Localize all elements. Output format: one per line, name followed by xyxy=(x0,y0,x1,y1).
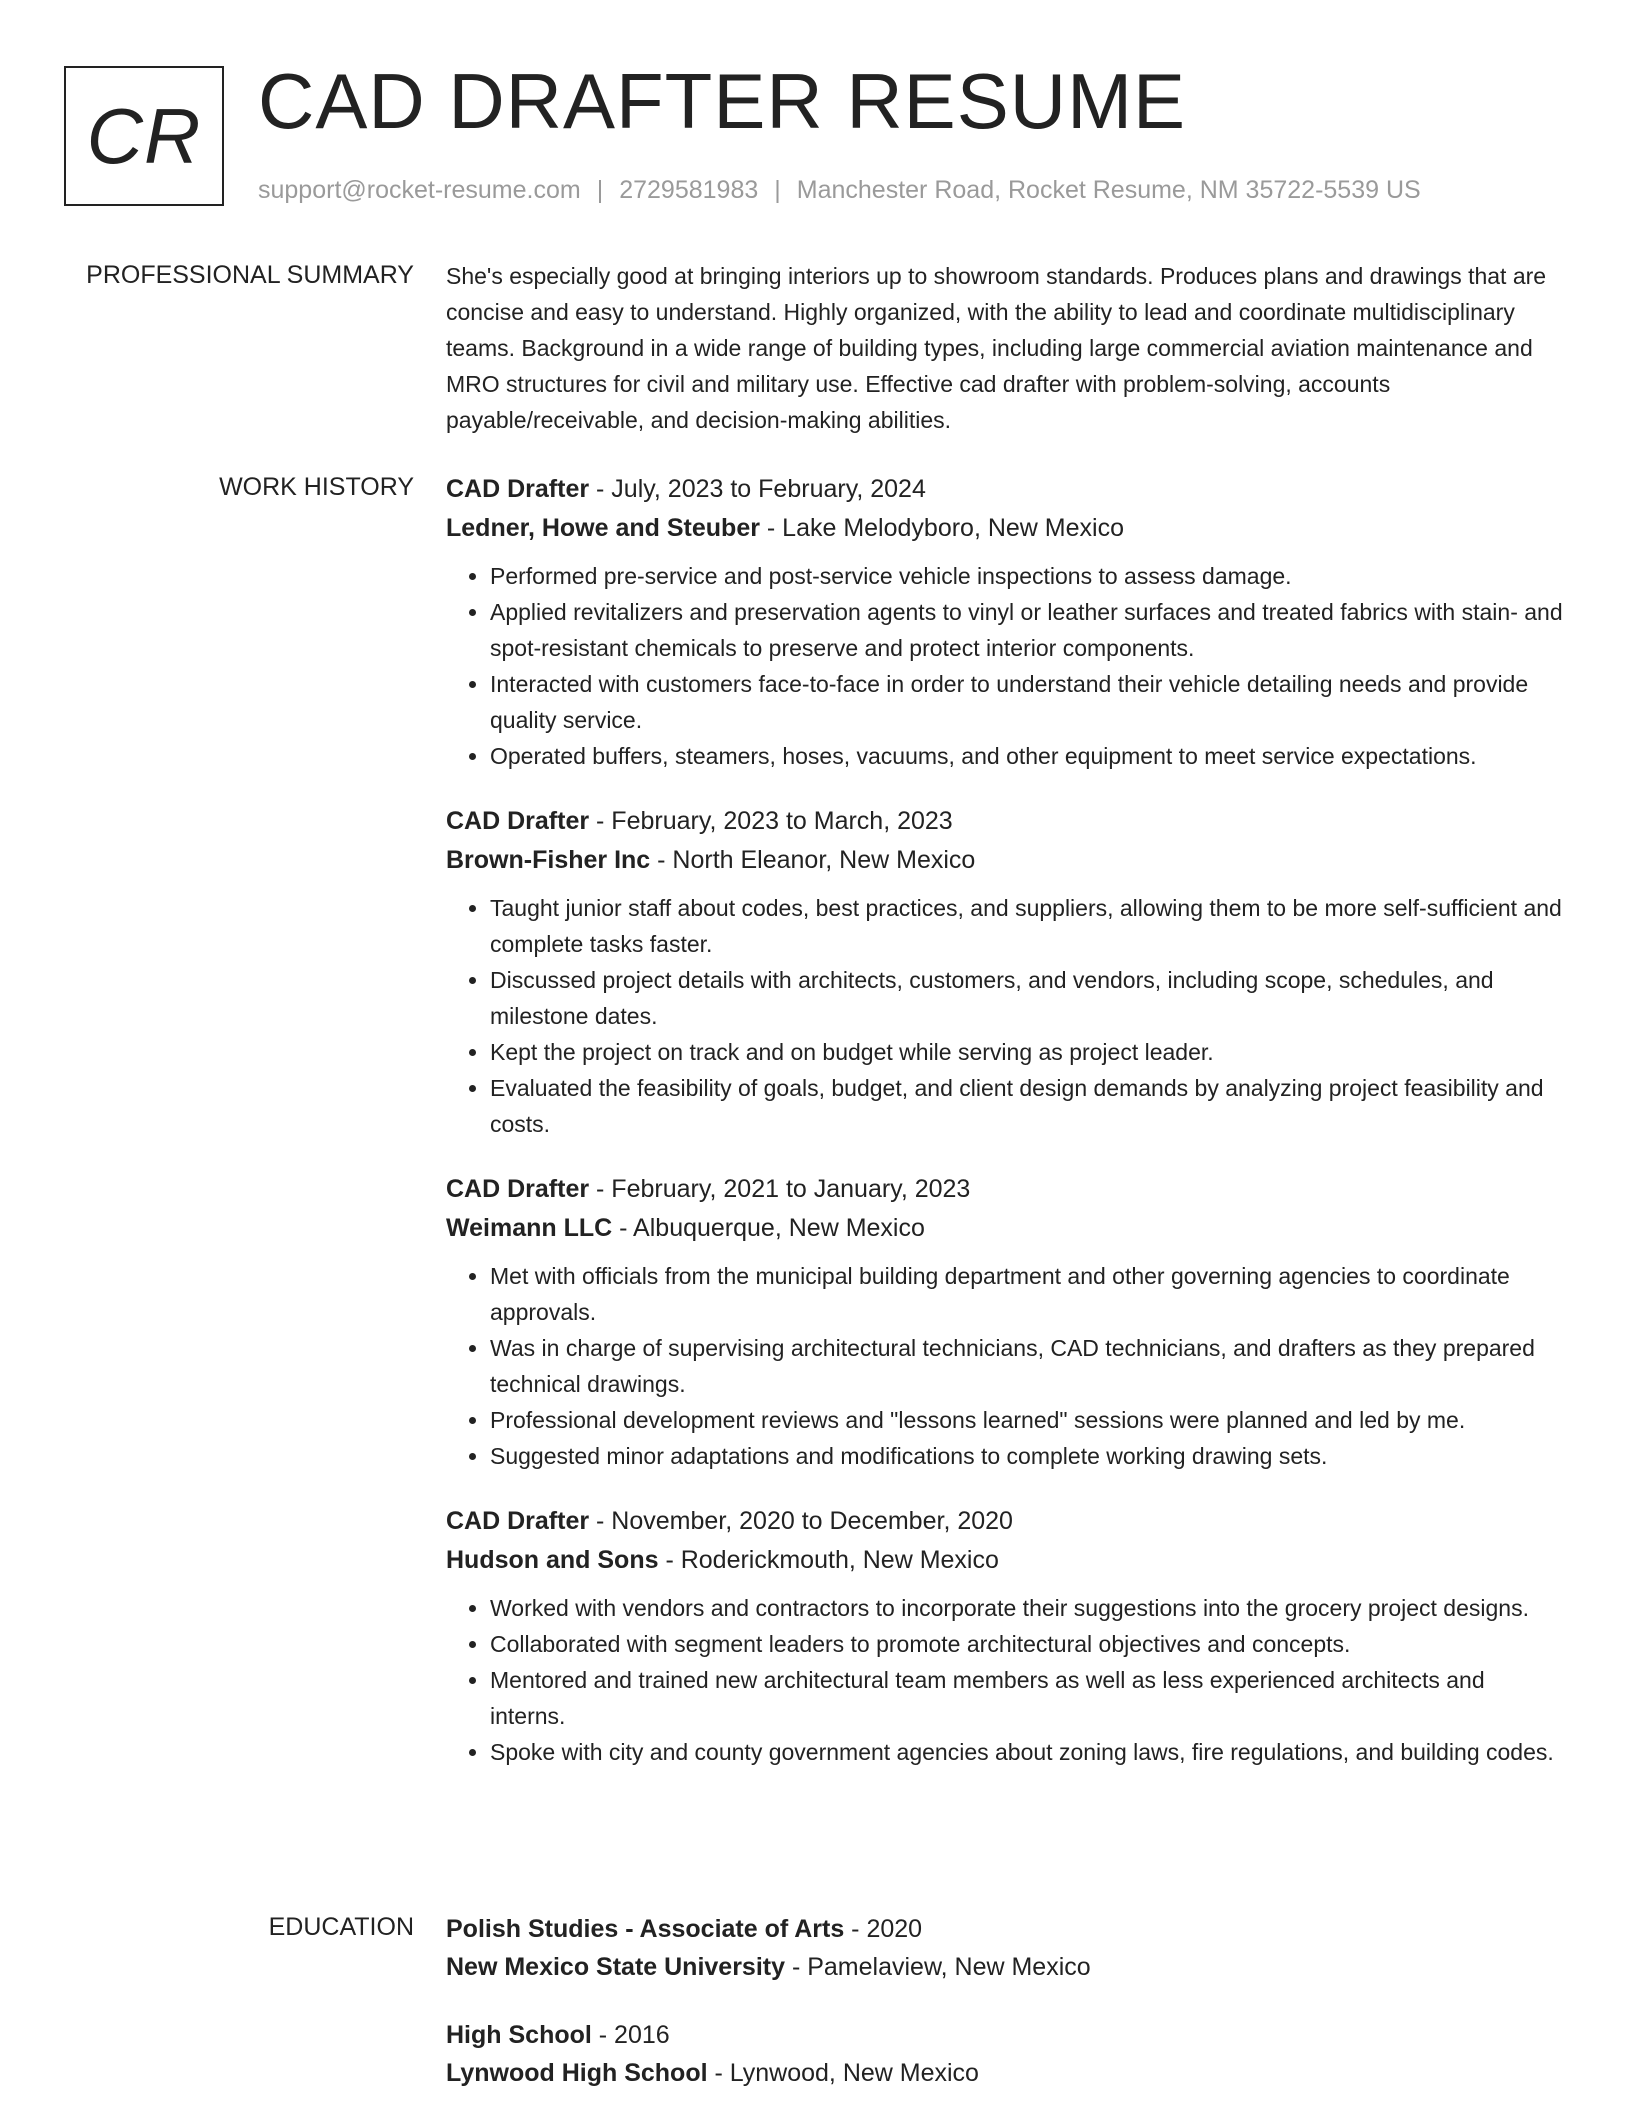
job-entry xyxy=(446,1170,1566,1474)
job-location: - Roderickmouth, New Mexico xyxy=(658,1546,999,1574)
job-company: Brown-Fisher Inc xyxy=(446,846,651,874)
job-location: - North Eleanor, New Mexico xyxy=(650,846,976,874)
summary-body xyxy=(446,258,1566,438)
job-bullet: • Evaluated the feasibility of goals, budget, and client design demands by analyzing project feasibility and costs. xyxy=(490,1070,1566,1142)
job-bullet: • Met with officials from the municipal building department and other governing agencies to coordinate approvals. xyxy=(490,1258,1566,1330)
education-degree: Polish Studies - Associate of Arts xyxy=(446,1915,845,1943)
job-title-line xyxy=(446,470,1566,509)
job-entry xyxy=(446,802,1566,1142)
work-history-body xyxy=(446,470,1566,1798)
contact-address: Manchester Road, Rocket Resume, NM 35722-5539 US xyxy=(796,176,1421,204)
job-bullet: • Applied revitalizers and preservation agents to vinyl or leather surfaces and treated fabrics with stain- and spot-resistant chemicals to preserve and protect interior components. xyxy=(490,594,1566,666)
job-company-line xyxy=(446,841,1566,880)
job-dates: - February, 2023 to March, 2023 xyxy=(589,807,953,835)
job-company: Hudson and Sons xyxy=(446,1546,659,1574)
contact-line xyxy=(258,174,1421,206)
job-dates: - February, 2021 to January, 2023 xyxy=(589,1175,971,1203)
job-bullet: • Spoke with city and county government agencies about zoning laws, fire regulations, and building codes. xyxy=(490,1734,1566,1770)
job-bullet: • Performed pre-service and post-service vehicle inspections to assess damage. xyxy=(490,558,1566,594)
job-bullet-list xyxy=(446,890,1566,1142)
education-degree: High School xyxy=(446,2021,592,2049)
job-company-line xyxy=(446,509,1566,548)
job-company: Ledner, Howe and Steuber xyxy=(446,514,760,542)
education-school-line xyxy=(446,2054,1566,2092)
summary-text: She's especially good at bringing interiors up to showroom standards. Produces plans and drawings that are concise and easy to understand. Highly organized, with the ability to lead and coordinate multidisciplinary teams. Background in a wide range of building types, including large commercial aviation maintenance and MRO structures for civil and military use. Effective cad drafter with problem-solving, accounts payable/receivable, and decision-making abilities. xyxy=(446,263,1547,433)
job-title: CAD Drafter xyxy=(446,807,590,835)
job-company: Weimann LLC xyxy=(446,1214,613,1242)
job-bullet-list xyxy=(446,558,1566,774)
job-dates: - November, 2020 to December, 2020 xyxy=(589,1507,1013,1535)
job-bullet: • Interacted with customers face-to-face in order to understand their vehicle detailing needs and provide quality service. xyxy=(490,666,1566,738)
job-entry xyxy=(446,470,1566,774)
education-body xyxy=(446,1910,1566,2122)
job-entry xyxy=(446,1502,1566,1770)
job-bullet: • Discussed project details with architects, customers, and vendors, including scope, schedules, and milestone dates. xyxy=(490,962,1566,1034)
job-title-line xyxy=(446,1170,1566,1209)
job-location: - Lake Melodyboro, New Mexico xyxy=(759,514,1124,542)
education-school-line xyxy=(446,1948,1566,1986)
job-title: CAD Drafter xyxy=(446,1175,590,1203)
education-school: Lynwood High School xyxy=(446,2059,708,2087)
job-bullet: • Kept the project on track and on budget while serving as project leader. xyxy=(490,1034,1566,1070)
job-bullet: • Suggested minor adaptations and modifications to complete working drawing sets. xyxy=(490,1438,1566,1474)
job-location: - Albuquerque, New Mexico xyxy=(612,1214,925,1242)
section-label-summary: PROFESSIONAL SUMMARY xyxy=(86,261,414,289)
section-label-work-history: WORK HISTORY xyxy=(219,473,414,501)
job-bullet: • Collaborated with segment leaders to promote architectural objectives and concepts. xyxy=(490,1626,1566,1662)
job-dates: - July, 2023 to February, 2024 xyxy=(589,475,926,503)
contact-email[interactable]: support@rocket-resume.com xyxy=(258,176,581,204)
contact-separator: | xyxy=(596,176,604,204)
contact-separator: | xyxy=(774,176,781,204)
education-year: - 2016 xyxy=(591,2021,670,2049)
section-label-education: EDUCATION xyxy=(268,1913,414,1941)
job-title-line xyxy=(446,802,1566,841)
education-location: - Lynwood, New Mexico xyxy=(707,2059,979,2087)
education-year: - 2020 xyxy=(844,1915,923,1943)
job-bullet: • Was in charge of supervising architectural technicians, CAD technicians, and drafters as they prepared technical drawings. xyxy=(490,1330,1566,1402)
job-bullet: • Mentored and trained new architectural team members as well as less experienced architects and interns. xyxy=(490,1662,1566,1734)
education-entry xyxy=(446,1910,1566,1986)
education-location: - Pamelaview, New Mexico xyxy=(785,1953,1091,1981)
education-entry xyxy=(446,2016,1566,2092)
job-bullet: • Worked with vendors and contractors to incorporate their suggestions into the grocery project designs. xyxy=(490,1590,1566,1626)
job-title: CAD Drafter xyxy=(446,475,590,503)
education-degree-line xyxy=(446,2016,1566,2054)
job-bullet-list xyxy=(446,1590,1566,1770)
page-title: CAD DRAFTER RESUME xyxy=(258,57,1187,145)
job-bullet: • Taught junior staff about codes, best practices, and suppliers, allowing them to be more self-sufficient and complete tasks faster. xyxy=(490,890,1566,962)
monogram-logo: CR xyxy=(64,66,224,206)
job-bullet: • Professional development reviews and "lessons learned" sessions were planned and led by me. xyxy=(490,1402,1566,1438)
job-bullet-list xyxy=(446,1258,1566,1474)
job-bullet: • Operated buffers, steamers, hoses, vacuums, and other equipment to meet service expectations. xyxy=(490,738,1566,774)
job-company-line xyxy=(446,1541,1566,1580)
contact-phone[interactable]: 2729581983 xyxy=(619,176,759,204)
job-company-line xyxy=(446,1209,1566,1248)
education-degree-line xyxy=(446,1910,1566,1948)
job-title-line xyxy=(446,1502,1566,1541)
education-school: New Mexico State University xyxy=(446,1953,786,1981)
job-title: CAD Drafter xyxy=(446,1507,590,1535)
